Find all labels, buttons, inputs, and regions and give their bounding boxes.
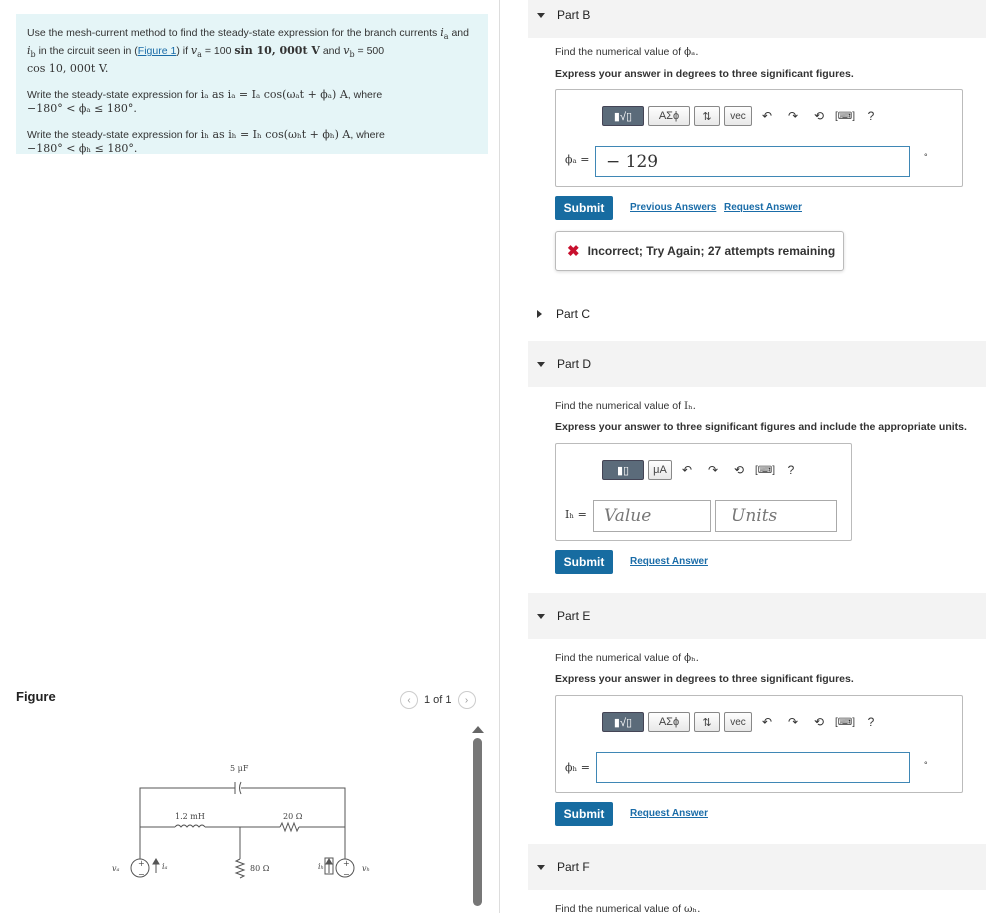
math-va-expr: sin 10, 000t V [234, 44, 320, 58]
source-b-plus: + [343, 859, 350, 868]
problem-text: ) if [176, 45, 191, 58]
problem-statement [16, 14, 488, 154]
current-a-label: iₐ [162, 862, 168, 871]
inductor [175, 825, 205, 827]
math-vb: $v_b$ [343, 44, 355, 60]
problem-text: = 100 [201, 45, 235, 58]
part-e-toolbar [602, 712, 882, 732]
part-f-title: Part F [557, 860, 590, 874]
degree-unit: ° [924, 152, 928, 162]
part-e-answer-input[interactable] [596, 752, 910, 783]
problem-text: , where [350, 129, 385, 142]
template-icon[interactable]: ▮√▯ [602, 712, 644, 732]
keyboard-icon[interactable]: [⌨] [835, 110, 855, 122]
greek-button[interactable]: ΑΣϕ [648, 712, 690, 732]
keyboard-icon[interactable]: [⌨] [755, 464, 775, 476]
math-ib-expr: iₕ as iₕ = Iₕ cos(ωₕt + ϕₕ) A [200, 128, 351, 142]
resistor-20-label: 20 Ω [283, 812, 303, 821]
problem-paragraph-1 [27, 26, 477, 76]
wire-top-right [241, 788, 345, 860]
part-d-answer-box [555, 443, 852, 541]
math-phia-range: −180° < ϕₐ ≤ 180°. [27, 102, 137, 116]
part-d-units-input[interactable]: Units [715, 500, 837, 532]
math-vb-expr: cos 10, 000t V. [27, 62, 109, 76]
feedback-text: Incorrect; Try Again; 27 attempts remaining [587, 244, 836, 258]
inductor-label: 1.2 mH [175, 812, 205, 821]
micro-amp-button[interactable]: μA [648, 460, 672, 480]
problem-text: and [319, 45, 344, 58]
reset-icon[interactable]: ⟲ [733, 463, 745, 477]
chevron-left-icon[interactable]: ‹ [400, 691, 418, 709]
greek-button[interactable]: ΑΣϕ [648, 106, 690, 126]
problem-paragraph-2 [27, 88, 477, 116]
resistor-80 [236, 859, 244, 878]
chevron-down-icon [537, 13, 545, 18]
part-b-header[interactable] [528, 0, 986, 38]
part-e-submit-button[interactable]: Submit [555, 802, 613, 826]
figure-page-count: 1 of 1 [424, 694, 452, 706]
part-b-request-answer-link[interactable]: Request Answer [724, 202, 802, 213]
part-f-header[interactable] [528, 844, 986, 890]
part-e-title: Part E [557, 609, 591, 623]
chevron-down-icon [537, 362, 545, 367]
part-b-answer-box [555, 89, 963, 187]
source-b-minus: − [343, 870, 350, 879]
part-b-submit-button[interactable]: Submit [555, 196, 613, 220]
part-b-prompt: Find the numerical value of ϕₐ. [555, 46, 699, 58]
part-d-submit-button[interactable]: Submit [555, 550, 613, 574]
part-f-prompt: Find the numerical value of ωₕ. [555, 903, 701, 913]
part-c-header[interactable] [528, 291, 986, 337]
capacitor-label: 5 μF [230, 764, 249, 773]
arrow-ib-head-icon [326, 859, 332, 864]
problem-text: Use the mesh-current method to find the steady-state expression for the branch currents [27, 27, 441, 39]
redo-icon[interactable]: ↷ [787, 715, 799, 729]
keyboard-icon[interactable]: [⌨] [835, 716, 855, 728]
source-a-minus: − [138, 870, 145, 879]
vec-button[interactable]: vec [724, 106, 752, 126]
part-d-var-label: Iₕ = [565, 508, 587, 521]
math-ib: $i_b$ [27, 44, 36, 60]
source-a-plus: + [138, 859, 145, 868]
chevron-right-icon[interactable]: › [458, 691, 476, 709]
part-e-instruction: Express your answer in degrees to three significant figures. [555, 673, 854, 685]
arrows-button[interactable]: ⇅ [694, 106, 720, 126]
undo-icon[interactable]: ↶ [681, 463, 693, 477]
math-phib-range: −180° < ϕₕ ≤ 180°. [27, 142, 138, 156]
part-d-value-input[interactable]: Value [593, 500, 711, 532]
part-e-request-answer-link[interactable]: Request Answer [630, 808, 708, 819]
problem-paragraph-3 [27, 128, 477, 156]
part-b-var-label: ϕₐ = [565, 153, 590, 166]
arrows-button[interactable]: ⇅ [694, 712, 720, 732]
part-b-answer-input[interactable]: − 129 [595, 146, 910, 177]
arrow-ia-head-icon [153, 859, 159, 864]
redo-icon[interactable]: ↷ [707, 463, 719, 477]
chevron-right-icon [537, 310, 542, 318]
right-panel [520, 0, 986, 913]
vec-button[interactable]: vec [724, 712, 752, 732]
undo-icon[interactable]: ↶ [761, 715, 773, 729]
help-icon[interactable]: ? [787, 463, 795, 477]
previous-answers-link[interactable]: Previous Answers [630, 202, 717, 213]
figure-link[interactable]: Figure 1 [137, 45, 177, 58]
reset-icon[interactable]: ⟲ [813, 109, 825, 123]
math-ia: $i_a$ [440, 26, 449, 42]
template-icon[interactable]: ▮▯ [602, 460, 644, 480]
part-c-title: Part C [556, 307, 591, 321]
part-e-prompt: Find the numerical value of ϕₕ. [555, 652, 700, 664]
math-va: $v_a$ [190, 44, 202, 60]
part-b-title: Part B [557, 8, 591, 22]
capacitor-plate-right [240, 782, 242, 794]
part-b-toolbar [602, 106, 882, 126]
part-e-var-label: ϕₕ = [565, 761, 590, 774]
problem-text: , where [347, 89, 383, 102]
part-e-header[interactable] [528, 593, 986, 639]
resistor-20 [280, 823, 299, 831]
redo-icon[interactable]: ↷ [787, 109, 799, 123]
part-b-instruction: Express your answer in degrees to three significant figures. [555, 68, 854, 80]
chevron-down-icon [537, 614, 545, 619]
part-d-request-answer-link[interactable]: Request Answer [630, 556, 708, 567]
resistor-80-label: 80 Ω [250, 864, 270, 873]
problem-text: Write the steady-state expression for [27, 129, 201, 142]
help-icon[interactable]: ? [867, 109, 875, 123]
feedback-message [555, 231, 844, 271]
part-e-answer-box [555, 695, 963, 793]
problem-text: Write the steady-state expression for [27, 89, 201, 102]
template-icon[interactable]: ▮√▯ [602, 106, 644, 126]
scroll-thumb[interactable] [473, 738, 482, 906]
help-icon[interactable]: ? [867, 715, 875, 729]
problem-text: in the circuit seen in ( [35, 45, 138, 58]
reset-icon[interactable]: ⟲ [813, 715, 825, 729]
problem-text: and [448, 27, 469, 39]
chevron-down-icon [537, 865, 545, 870]
figure-pager [400, 691, 476, 709]
figure-title: Figure [16, 689, 56, 704]
degree-unit: ° [924, 760, 928, 770]
math-ia-expr: iₐ as iₐ = Iₐ cos(ωₐt + ϕₐ) A [200, 88, 348, 102]
circuit-diagram [100, 755, 390, 885]
current-b-label: iₕ [318, 862, 325, 871]
incorrect-x-icon: ✖ [567, 243, 580, 260]
figure-scrollbar[interactable] [472, 726, 484, 913]
wire-top-left [140, 788, 235, 860]
part-d-toolbar [602, 460, 802, 480]
scroll-up-icon[interactable] [472, 726, 484, 733]
part-d-header[interactable] [528, 341, 986, 387]
part-d-prompt: Find the numerical value of Iₕ. [555, 400, 697, 412]
source-a-label: vₐ [112, 864, 120, 873]
problem-text: = 500 [354, 45, 385, 58]
undo-icon[interactable]: ↶ [761, 109, 773, 123]
part-d-title: Part D [557, 357, 592, 371]
source-b-label: vₕ [362, 864, 370, 873]
part-d-instruction: Express your answer to three significant figures and include the appropriate units. [555, 421, 967, 433]
